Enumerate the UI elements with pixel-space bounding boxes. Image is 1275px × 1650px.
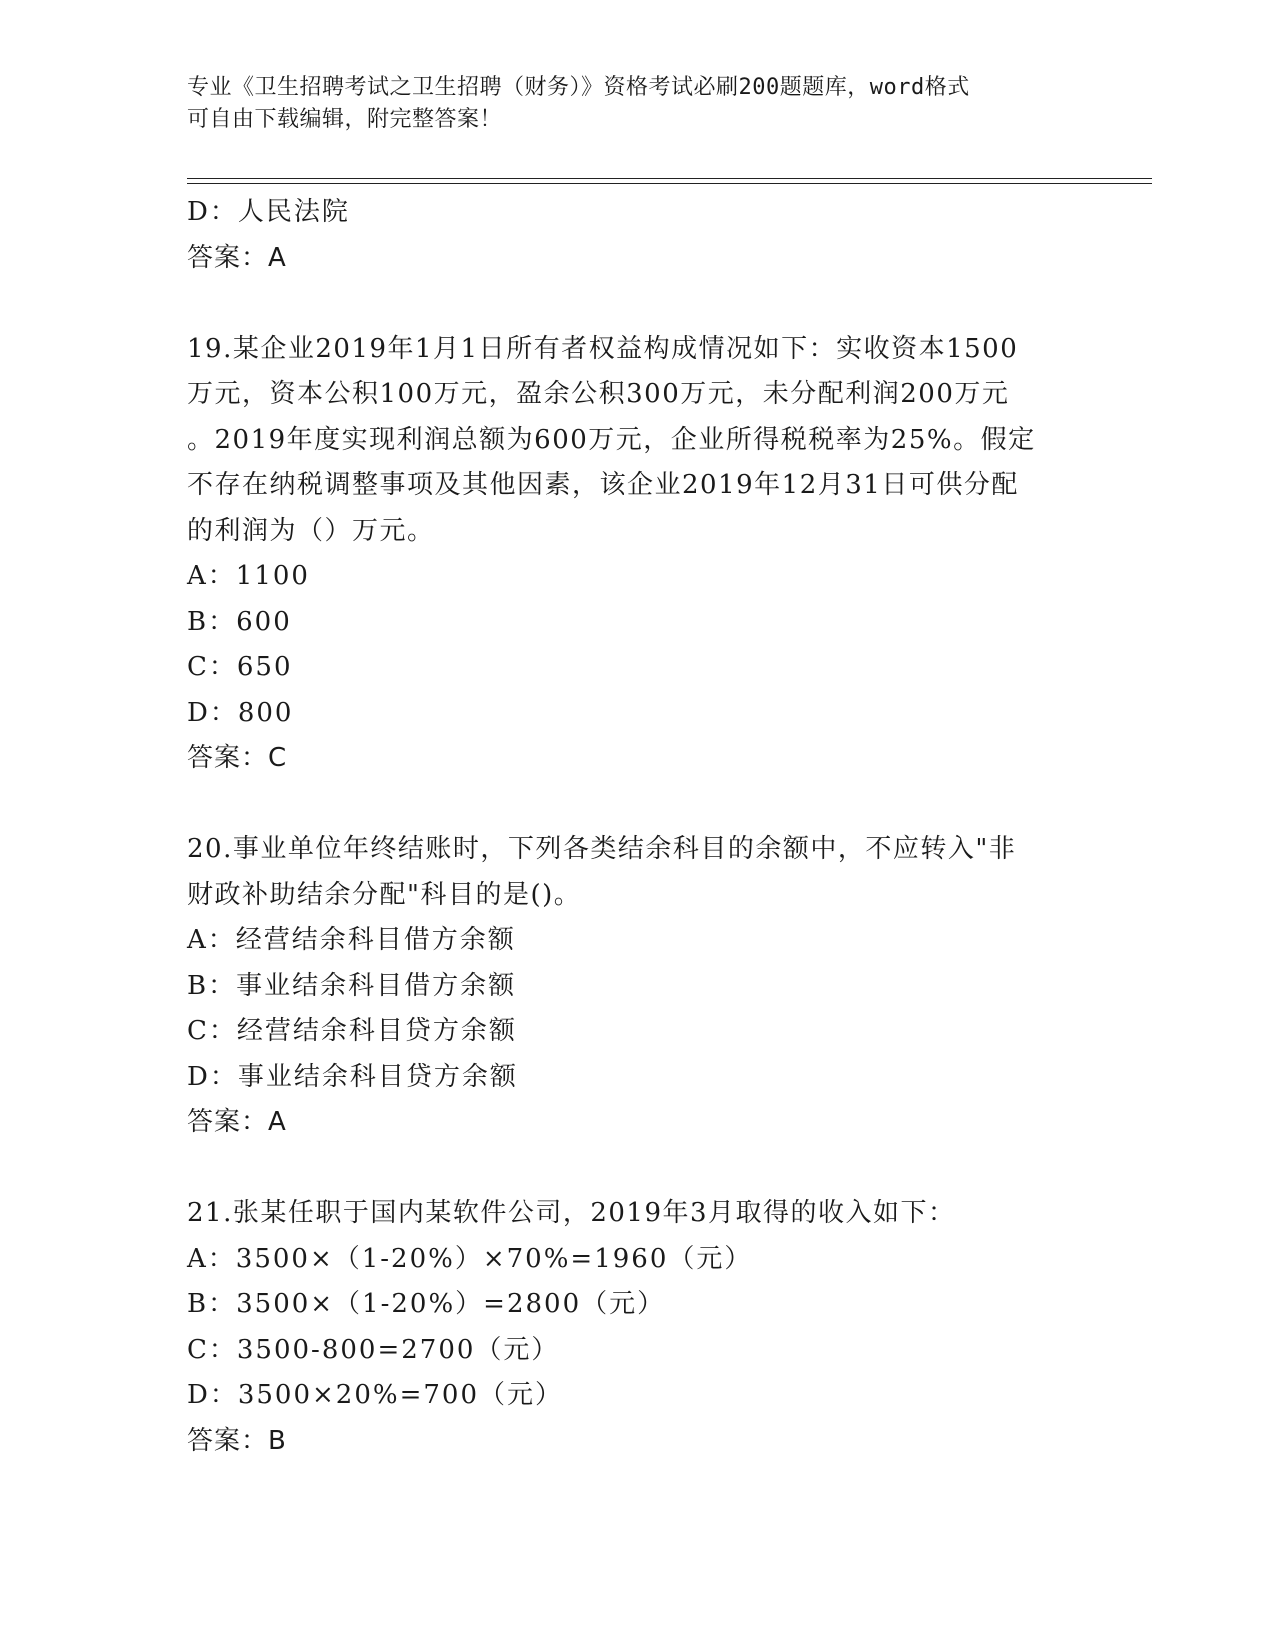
option-d: D：3500×20%=700（元） <box>187 1380 563 1410</box>
question-text-line: 21.张某任职于国内某软件公司，2019年3月取得的收入如下： <box>187 1198 956 1228</box>
question-text-line: 。2019年度实现利润总额为600万元，企业所得税税率为25%。假定 <box>187 424 1036 455</box>
option-c: C：650 <box>187 652 293 682</box>
spacer <box>187 1146 1087 1192</box>
option-b: B：600 <box>187 606 292 637</box>
prev-question-option-d: D：人民法院 <box>187 197 350 227</box>
option-a: A：1100 <box>187 561 310 591</box>
question-text-line: 的利润为（）万元。 <box>187 515 435 546</box>
answer: 答案：A <box>187 1107 287 1137</box>
question-text-line: 20.事业单位年终结账时，下列各类结余科目的余额中，不应转入"非 <box>187 834 1017 864</box>
question-text-line: 万元，资本公积100万元，盈余公积300万元，未分配利润200万元 <box>187 379 1010 409</box>
option-a: A：3500×（1-20%）×70%=1960（元） <box>187 1243 753 1274</box>
question-text-line: 不存在纳税调整事项及其他因素，该企业2019年12月31日可供分配 <box>187 470 1019 500</box>
question-21 <box>187 1191 1087 1464</box>
prev-question-answer: 答案：A <box>187 242 287 273</box>
answer: 答案：B <box>187 1425 287 1456</box>
question-text-line: 19.某企业2019年1月1日所有者权益构成情况如下：实收资本1500 <box>187 333 1019 364</box>
question-19 <box>187 327 1087 782</box>
question-20 <box>187 827 1087 1146</box>
header-divider-bottom <box>187 183 1152 184</box>
question-text-line: 财政补助结余分配"科目的是()。 <box>187 879 582 910</box>
option-b: B：事业结余科目借方余额 <box>187 970 517 1001</box>
option-d: D：事业结余科目贷方余额 <box>187 1061 518 1092</box>
option-b: B：3500×（1-20%）=2800（元） <box>187 1289 666 1319</box>
option-d: D：800 <box>187 697 294 728</box>
header-line-2: 可自由下载编辑，附完整答案！ <box>187 107 503 132</box>
option-c: C：经营结余科目贷方余额 <box>187 1016 517 1046</box>
header-divider-top <box>187 178 1152 179</box>
spacer <box>187 281 1087 327</box>
option-c: C：3500-800=2700（元） <box>187 1334 560 1365</box>
header-line-1: 专业《卫生招聘考试之卫生招聘（财务）》资格考试必刷200题题库，word格式 <box>187 75 970 100</box>
answer: 答案：C <box>187 743 288 773</box>
page-header <box>187 72 1067 136</box>
option-a: A：经营结余科目借方余额 <box>187 925 516 955</box>
spacer <box>187 782 1087 828</box>
document-body <box>187 190 1087 1464</box>
